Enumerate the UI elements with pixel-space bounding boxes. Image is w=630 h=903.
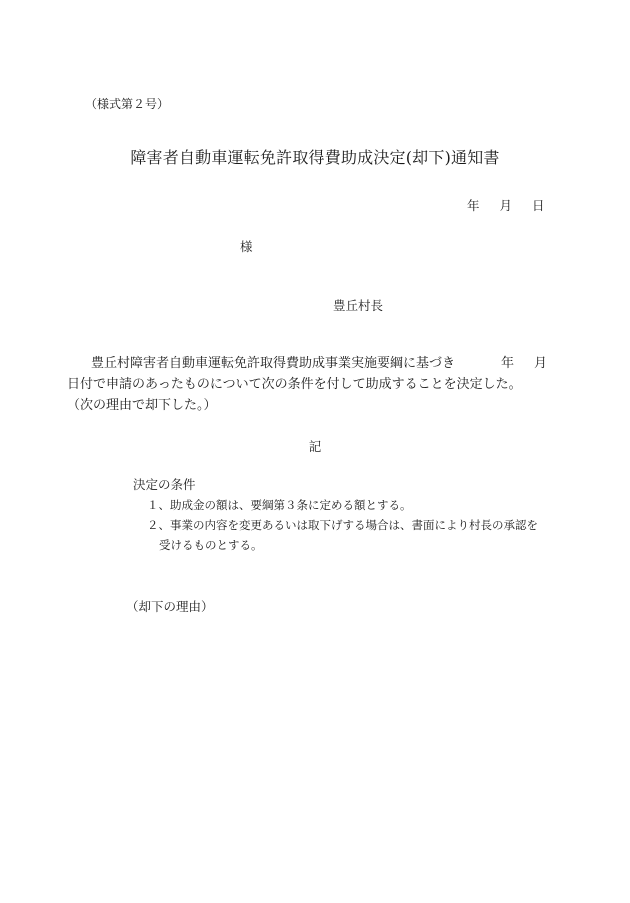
date-day-label: 日 bbox=[532, 198, 545, 213]
notice-body bbox=[67, 353, 557, 416]
body-line-1-text: 豊丘村障害者自動車運転免許取得費助成事業実施要綱に基づき bbox=[91, 356, 456, 371]
body-year-label: 年 bbox=[501, 356, 515, 371]
rejection-reason-heading: （却下の理由） bbox=[126, 599, 214, 614]
date-month-label: 月 bbox=[499, 198, 513, 213]
conditions-heading: 決定の条件 bbox=[133, 477, 196, 492]
date-line bbox=[467, 196, 545, 214]
date-year-label: 年 bbox=[467, 198, 480, 213]
body-line-1 bbox=[67, 353, 557, 374]
document-title: 障害者自動車運転免許取得費助成決定(却下)通知書 bbox=[130, 148, 500, 167]
condition-item-1: １、助成金の額は、要綱第３条に定める額とする。 bbox=[147, 498, 412, 512]
condition-item-2-continuation: 受けるものとする。 bbox=[159, 538, 263, 552]
body-line-3: （次の理由で却下した。） bbox=[67, 398, 217, 413]
record-mark: 記 bbox=[308, 439, 322, 454]
condition-item-2: ２、事業の内容を変更あるいは取下げする場合は、書面により村長の承認を bbox=[147, 518, 538, 532]
issuer-name: 豊丘村長 bbox=[333, 298, 384, 313]
form-number: （様式第２号） bbox=[85, 97, 170, 111]
body-month-label: 月 bbox=[534, 356, 548, 371]
addressee-suffix: 様 bbox=[240, 239, 253, 254]
body-line-2: 日付で申請のあったものについて次の条件を付して助成することを決定した。 bbox=[67, 377, 522, 392]
